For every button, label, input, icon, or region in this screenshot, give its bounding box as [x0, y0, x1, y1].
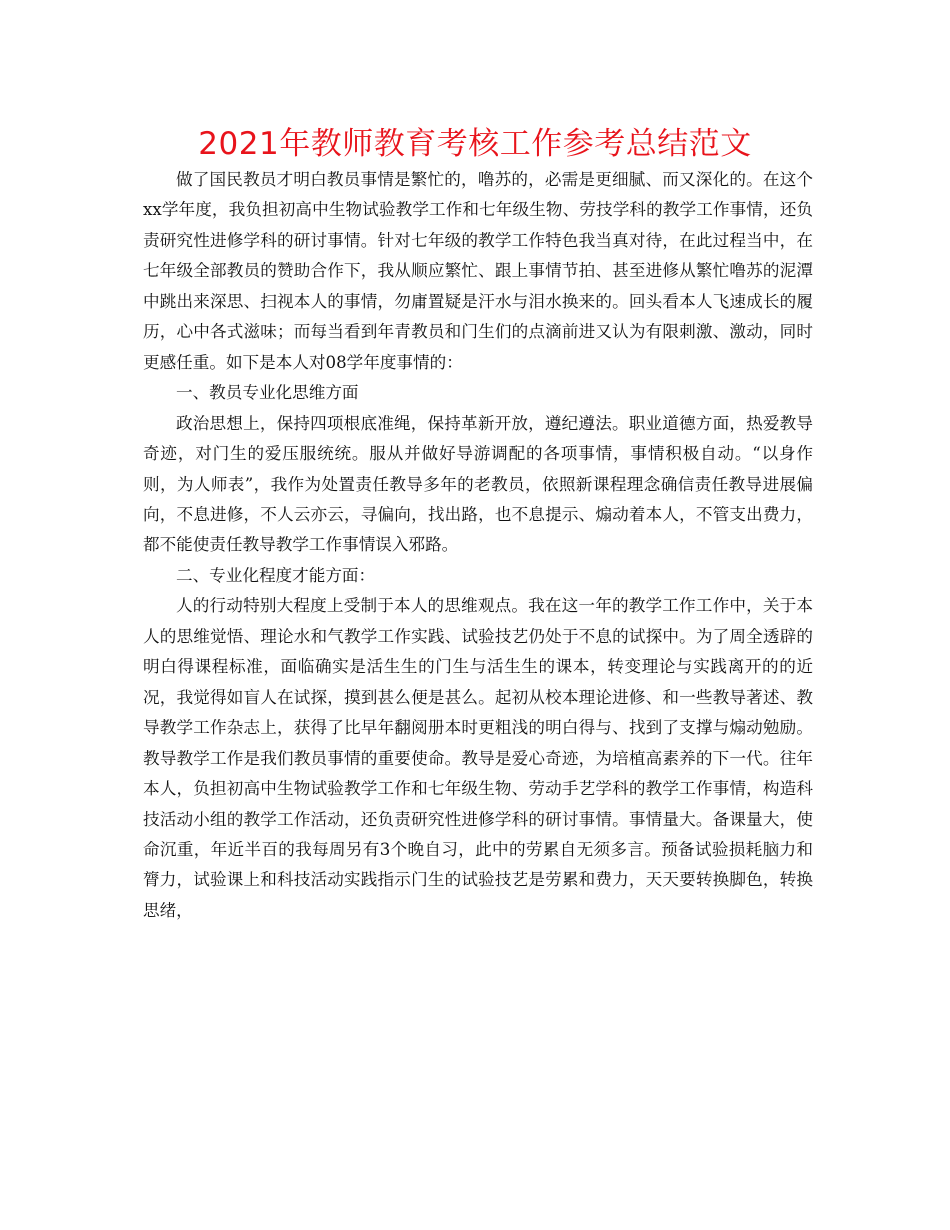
paragraph-intro: 做了国民教员才明白教员事情是繁忙的，噜苏的，必需是更细腻、而又深化的。在这个xx学年度，我负担初高中生物试验教学工作和七年级生物、劳技学科的教学工作事情，还负责研究性进修学科的研讨事情。针对七年级的教学工作特色我当真对待，在此过程当中，在七年级全部教员的赞助合作下，我从顺应繁忙、跟上事情节拍、甚至进修从繁忙噜苏的泥潭中跳出来深思、扫视本人的事情，勿庸置疑是汗水与泪水换来的。回头看本人飞速成长的履历，心中各式滋味；而每当看到年青教员和门生们的点滴前进又认为有限刺激、激动，同时更感任重。如下是本人对08学年度事情的： [143, 170, 813, 372]
section-heading-2: 二、专业化程度才能方面： [176, 565, 376, 585]
document-title: 2021年教师教育考核工作参考总结范文 [198, 126, 752, 162]
paragraph-section-1: 政治思想上，保持四项根底准绳，保持革新开放，遵纪遵法。职业道德方面，热爱教导奇迹，对门生的爱压服统统。服从并做好导游调配的各项事情，事情积极自动。“以身作则，为人师表”，我作为处置责任教导多年的老教员，依照新课程理念确信责任教导进展偏向，不息进修，不人云亦云，寻偏向，找出路，也不息提示、煽动着本人，不管支出费力，都不能使责任教导教学工作事情误入邪路。 [143, 413, 813, 555]
section-heading-1: 一、教员专业化思维方面 [176, 383, 359, 403]
document-body [143, 165, 813, 926]
paragraph-section-2: 人的行动特别大程度上受制于本人的思维观点。我在这一年的教学工作工作中，关于本人的思维觉悟、理论水和气教学工作实践、试验技艺仍处于不息的试探中。为了周全透辟的明白得课程标准，面临确实是活生生的门生与活生生的课本，转变理论与实践离开的的近况，我觉得如盲人在试探，摸到甚么便是甚么。起初从校本理论进修、和一些教导著述、教导教学工作杂志上，获得了比早年翻阅册本时更粗浅的明白得与、找到了支撑与煽动勉励。教导教学工作是我们教员事情的重要使命。教导是爱心奇迹，为培植高素养的下一代。往年本人，负担初高中生物试验教学工作和七年级生物、劳动手艺学科的教学工作事情，构造科技活动小组的教学工作活动，还负责研究性进修学科的研讨事情。事情量大。备课量大，使命沉重，年近半百的我每周另有3个晚自习，此中的劳累自无须多言。预备试验损耗脑力和膂力，试验课上和科技活动实践指示门生的试验技艺是劳累和费力，天天要转换脚色，转换思绪， [143, 596, 813, 920]
